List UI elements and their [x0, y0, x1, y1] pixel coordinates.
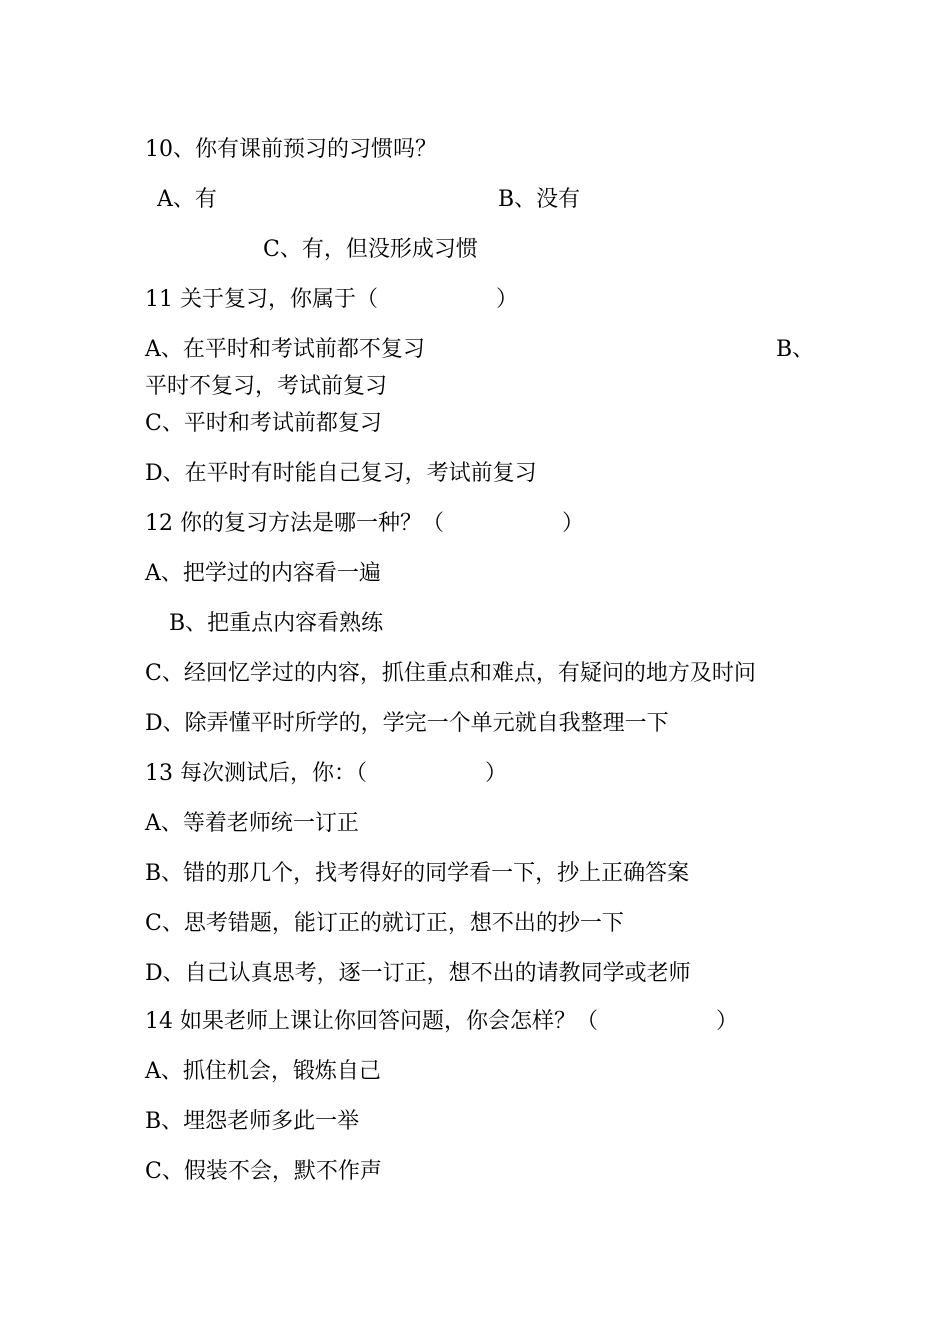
- question-14-stem-line: [145, 1008, 738, 1036]
- question-10-option-c: C、有，但没形成习惯: [263, 237, 478, 262]
- question-13-stem-line: [145, 760, 507, 788]
- question-12-option-c: C、经回忆学过的内容，抓住重点和难点，有疑问的地方及时问: [145, 661, 756, 686]
- question-12-option-d: D、除弄懂平时所学的，学完一个单元就自我整理一下: [145, 711, 669, 736]
- question-11-option-c: C、平时和考试前都复习: [145, 411, 382, 436]
- question-14-close-paren: ）: [716, 1009, 739, 1034]
- question-11-stem-line: [145, 286, 518, 314]
- question-12-stem-line: [145, 510, 584, 538]
- question-11-option-b-tail: 平时不复习，考试前复习: [145, 374, 388, 399]
- question-13-stem: 13 每次测试后，你：（: [145, 761, 367, 786]
- question-14-option-b: B、埋怨老师多此一举: [145, 1109, 360, 1134]
- question-12-stem: 12 你的复习方法是哪一种？（: [145, 511, 444, 536]
- question-13-option-a: A、等着老师统一订正: [145, 811, 359, 836]
- question-12-option-b: B、把重点内容看熟练: [169, 611, 384, 636]
- question-11-option-a: A、在平时和考试前都不复习: [145, 337, 425, 362]
- question-10-stem: 10、你有课前预习的习惯吗？: [145, 137, 437, 162]
- question-11-option-b-head: B、: [776, 337, 815, 362]
- question-11-stem: 11 关于复习，你属于（: [145, 287, 378, 312]
- question-13-option-b: B、错的那几个，找考得好的同学看一下，抄上正确答案: [145, 861, 690, 886]
- question-11-option-d: D、在平时有时能自己复习，考试前复习: [145, 461, 537, 486]
- question-12-option-a: A、把学过的内容看一遍: [145, 561, 381, 586]
- question-10-option-a: A、有: [157, 187, 217, 212]
- question-13-option-c: C、思考错题，能订正的就订正，想不出的抄一下: [145, 911, 624, 936]
- question-11-close-paren: ）: [496, 287, 519, 312]
- question-14-option-c: C、假装不会，默不作声: [145, 1159, 382, 1184]
- question-10-option-b: B、没有: [498, 187, 581, 212]
- question-14-stem: 14 如果老师上课让你回答问题，你会怎样？（: [145, 1009, 598, 1034]
- question-13-close-paren: ）: [485, 761, 508, 786]
- question-14-option-a: A、抓住机会，锻炼自己: [145, 1059, 381, 1084]
- question-12-close-paren: ）: [562, 511, 585, 536]
- question-13-option-d: D、自己认真思考，逐一订正，想不出的请教同学或老师: [145, 961, 691, 986]
